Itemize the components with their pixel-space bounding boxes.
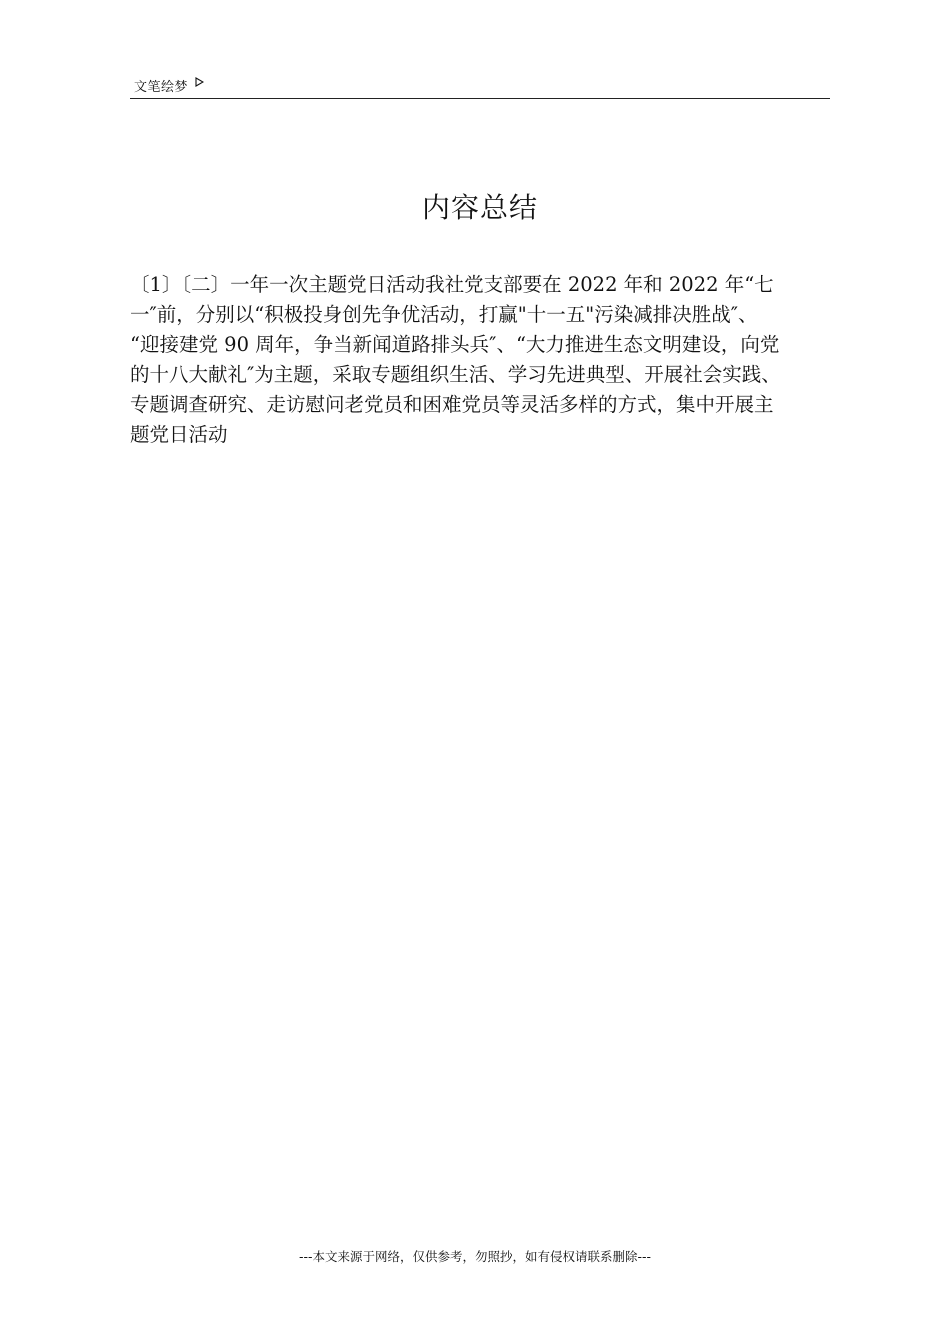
header-label: 文笔绘梦: [134, 79, 189, 95]
document-paragraph: [130, 270, 830, 450]
paragraph-line: 的十八大献礼″为主题，采取专题组织生活、学习先进典型、开展社会实践、: [130, 363, 781, 386]
paragraph-line: 题党日活动: [130, 423, 228, 446]
paragraph-line: 专题调查研究、走访慰问老党员和困难党员等灵活多样的方式，集中开展主: [130, 393, 774, 416]
triangle-right-icon: [194, 77, 204, 87]
paragraph-line: 〔1〕〔二〕一年一次主题党日活动我社党支部要在 2022 年和 2022 年“七: [130, 273, 774, 296]
paragraph-line: 一″前，分别以“积极投身创先争优活动，打赢"十一五"污染减排决胜战″、: [130, 303, 758, 326]
paragraph-line: “迎接建党 90 周年，争当新闻道路排头兵″、“大力推进生态文明建设，向党: [130, 333, 780, 356]
footer-disclaimer: ---本文来源于网络，仅供参考，勿照抄，如有侵权请联系删除---: [298, 1249, 652, 1264]
page-header: [130, 74, 830, 99]
header-row: [130, 74, 830, 96]
document-title: 内容总结: [421, 191, 538, 224]
